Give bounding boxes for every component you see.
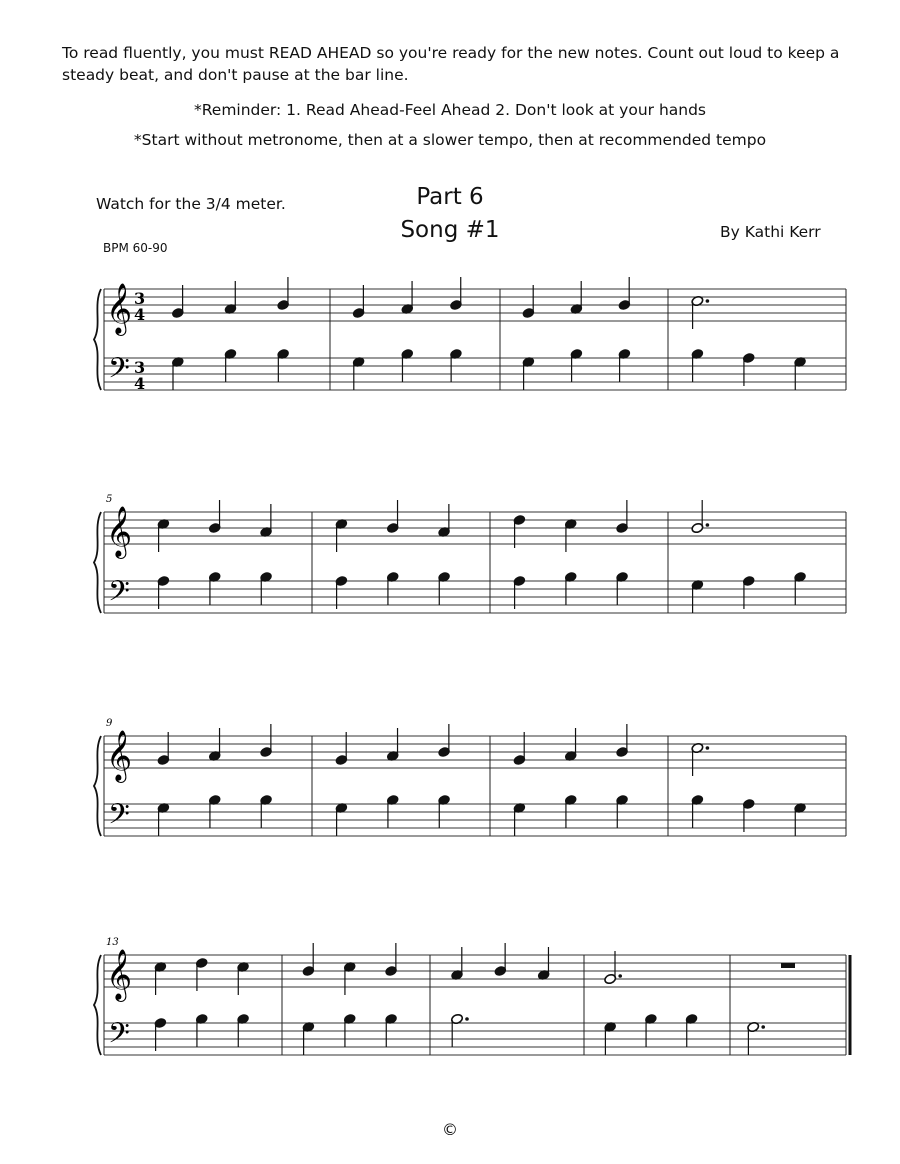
time-signature-top: 3	[134, 358, 146, 377]
time-signature-top: 3	[134, 289, 146, 308]
time-signature-bottom: 4	[134, 374, 146, 393]
whole-rest-icon	[781, 963, 795, 968]
grand-staff-brace	[94, 289, 101, 390]
augmentation-dot	[465, 1017, 469, 1021]
measure-number: 5	[106, 494, 113, 505]
music-system	[94, 937, 850, 1057]
bass-clef-icon: 𝄢	[108, 352, 130, 392]
music-system	[94, 718, 846, 838]
grand-staff-brace	[94, 955, 101, 1055]
grand-staff-brace	[94, 512, 101, 613]
bass-clef-icon: 𝄢	[108, 575, 130, 615]
augmentation-dot	[706, 299, 710, 303]
augmentation-dot	[761, 1025, 765, 1029]
measure-number: 9	[106, 718, 113, 729]
grand-staff-brace	[94, 736, 101, 836]
reminder-line-2: *Start without metronome, then at a slower tempo, then at recommended tempo	[133, 131, 767, 149]
augmentation-dot	[706, 523, 710, 527]
time-signature-bottom: 4	[134, 305, 146, 324]
music-system	[94, 277, 846, 393]
meter-note: Watch for the 3/4 meter.	[96, 195, 286, 213]
reminder-line-1: *Reminder: 1. Read Ahead-Feel Ahead 2. Don't look at your hands	[193, 101, 707, 119]
composer-credit: By Kathi Kerr	[720, 223, 821, 241]
song-title: Song #1	[400, 217, 500, 243]
augmentation-dot	[706, 746, 710, 750]
bass-clef-icon: 𝄢	[108, 798, 130, 838]
copyright-symbol: ©	[442, 1120, 458, 1139]
augmentation-dot	[618, 974, 622, 978]
part-title: Part 6	[416, 184, 484, 210]
instructions-text: To read fluently, you must READ AHEAD so you're ready for the new notes. Count out loud to keep a steady beat, and don't pause at the bar line.	[62, 44, 840, 84]
music-system	[94, 494, 846, 615]
treble-clef-icon: 𝄞	[106, 506, 133, 557]
tempo-marking: BPM 60-90	[103, 241, 168, 255]
measure-number: 13	[106, 937, 119, 948]
treble-clef-icon: 𝄞	[106, 283, 133, 334]
bass-clef-icon: 𝄢	[108, 1017, 130, 1057]
treble-clef-icon: 𝄞	[106, 730, 133, 781]
treble-clef-icon: 𝄞	[106, 949, 133, 1000]
